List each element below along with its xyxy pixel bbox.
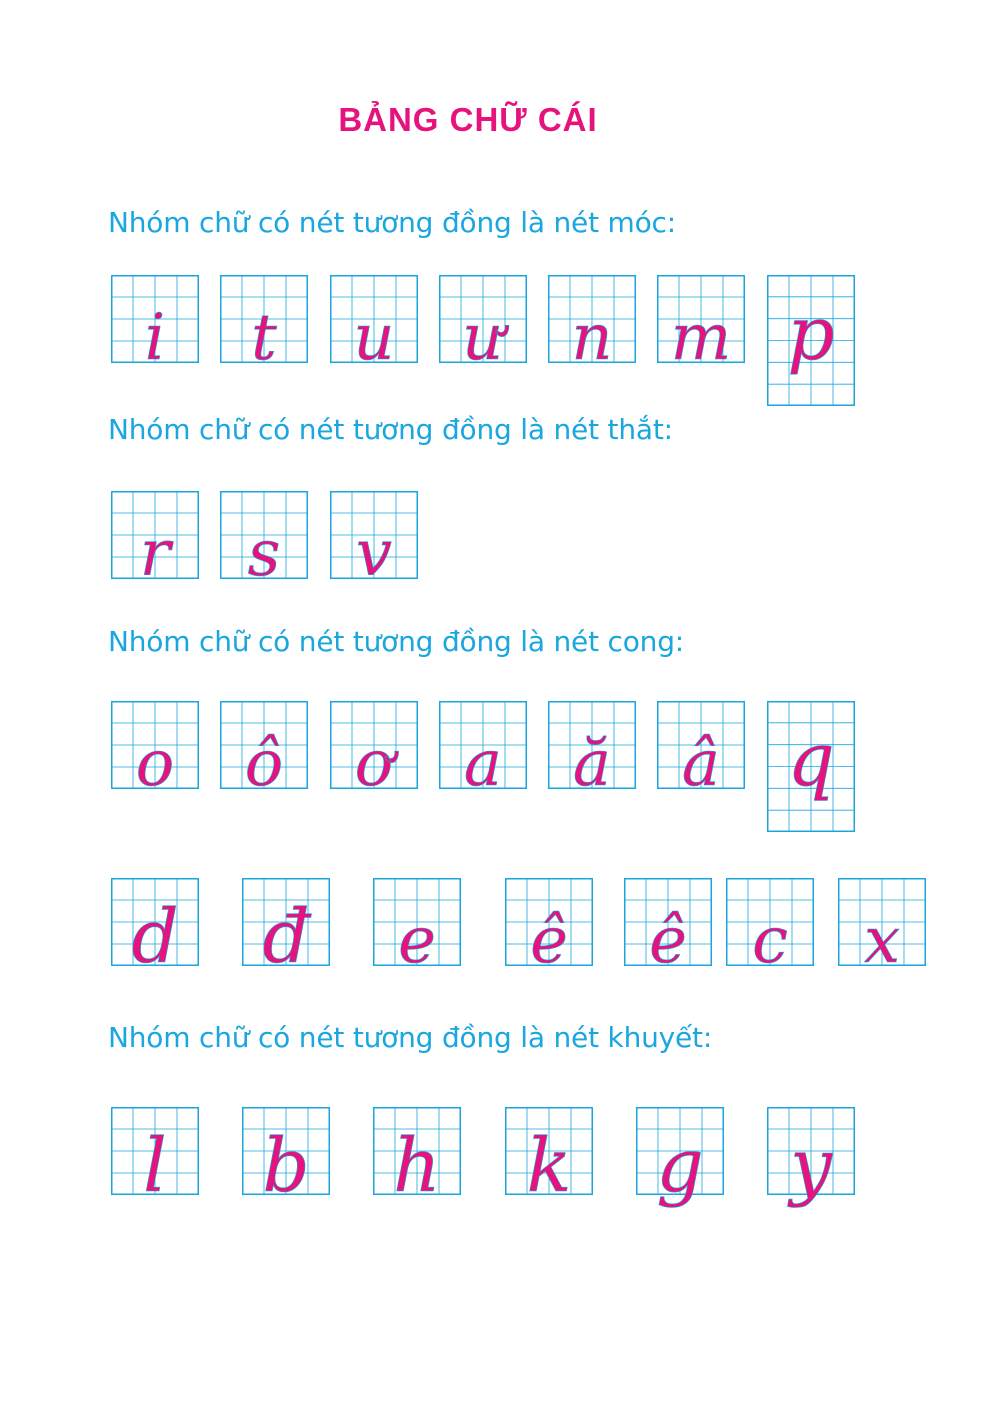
- letter-box-e: [373, 878, 461, 978]
- practice-grid: [111, 275, 199, 375]
- letter-glyph: g: [656, 1123, 704, 1209]
- practice-grid: [439, 275, 527, 375]
- letter-glyph: p: [787, 291, 835, 377]
- letter-glyph: x: [863, 904, 901, 978]
- practice-grid: [373, 1107, 461, 1209]
- practice-grid: [505, 878, 593, 978]
- practice-grid: [548, 275, 636, 375]
- practice-grid: [624, 878, 712, 978]
- letter-box-h: [373, 1107, 461, 1209]
- letter-box-c: [726, 878, 814, 978]
- letter-box-m: [657, 275, 745, 375]
- practice-grid: [111, 491, 199, 591]
- letter-glyph: d: [131, 894, 179, 980]
- practice-grid: [242, 1107, 330, 1209]
- practice-grid: [373, 878, 461, 978]
- letter-glyph: k: [526, 1123, 572, 1209]
- letter-glyph: y: [790, 1123, 832, 1209]
- page-title: BẢNG CHỮ CÁI: [338, 101, 598, 138]
- letter-box-b: [242, 1107, 330, 1209]
- group-heading-curve: Nhóm chữ có nét tương đồng là nét cong:: [108, 625, 685, 658]
- practice-grid: [330, 491, 418, 591]
- letter-glyph: ư: [462, 301, 504, 375]
- letter-box-u-horn: [439, 275, 527, 375]
- letter-box-l: [111, 1107, 199, 1209]
- letter-box-p: [767, 275, 855, 406]
- letter-glyph: o: [135, 727, 175, 801]
- practice-grid: [726, 878, 814, 978]
- letter-glyph: ê: [530, 904, 568, 978]
- letter-glyph: b: [262, 1123, 310, 1209]
- letter-glyph: ơ: [354, 727, 394, 801]
- letter-box-v: [330, 491, 418, 591]
- practice-grid: [242, 878, 330, 980]
- letter-box-t: [220, 275, 308, 375]
- letter-glyph: r: [139, 517, 171, 591]
- practice-grid: [767, 1107, 855, 1209]
- practice-grid: [330, 275, 418, 375]
- letter-glyph: h: [393, 1123, 441, 1209]
- practice-grid: [838, 878, 926, 978]
- letter-glyph: a: [463, 727, 503, 801]
- practice-grid: [767, 275, 855, 406]
- letter-glyph: u: [353, 301, 395, 375]
- letter-box-o-horn: [330, 701, 418, 801]
- letter-box-i: [111, 275, 199, 375]
- letter-glyph: v: [355, 517, 393, 591]
- letter-box-s: [220, 491, 308, 591]
- letter-box-o-circumflex: [220, 701, 308, 801]
- letter-box-y: [767, 1107, 855, 1209]
- letter-glyph: ă: [572, 727, 612, 801]
- practice-grid: [657, 701, 745, 801]
- letter-box-k: [505, 1107, 593, 1209]
- letter-box-x: [838, 878, 926, 978]
- practice-grid: [220, 491, 308, 591]
- letter-box-u: [330, 275, 418, 375]
- letter-box-g: [636, 1107, 724, 1209]
- practice-grid: [330, 701, 418, 801]
- practice-grid: [111, 878, 199, 980]
- letter-box-o: [111, 701, 199, 801]
- letter-glyph: m: [670, 301, 732, 375]
- practice-grid: [505, 1107, 593, 1209]
- letter-box-n: [548, 275, 636, 375]
- practice-grid: [548, 701, 636, 801]
- letter-glyph: s: [247, 517, 281, 591]
- letter-glyph: t: [251, 301, 277, 375]
- letter-box-r: [111, 491, 199, 591]
- practice-grid: [657, 275, 745, 375]
- practice-grid: [767, 701, 855, 832]
- letter-glyph: â: [681, 727, 721, 801]
- practice-grid: [111, 1107, 199, 1209]
- letter-box-a-circumflex: [657, 701, 745, 801]
- letter-glyph: q: [787, 717, 835, 803]
- practice-grid: [220, 701, 308, 801]
- practice-grid: [111, 701, 199, 801]
- letter-box-d-stroke: [242, 878, 330, 980]
- letter-box-e-circumflex: [505, 878, 593, 978]
- practice-grid: [220, 275, 308, 375]
- letter-box-a-breve: [548, 701, 636, 801]
- letter-box-a: [439, 701, 527, 801]
- letter-glyph: l: [143, 1123, 167, 1209]
- letter-box-e-circumflex-alt: [624, 878, 712, 978]
- letter-glyph: c: [752, 904, 788, 978]
- group-heading-loop: Nhóm chữ có nét tương đồng là nét thắt:: [108, 413, 673, 446]
- practice-grid: [439, 701, 527, 801]
- letter-box-q: [767, 701, 855, 832]
- letter-glyph: ê: [649, 904, 687, 978]
- group-heading-looped-stem: Nhóm chữ có nét tương đồng là nét khuyết:: [108, 1021, 713, 1054]
- practice-grid: [636, 1107, 724, 1209]
- letter-glyph: e: [398, 904, 436, 978]
- letter-glyph: đ: [262, 894, 310, 980]
- letter-box-d: [111, 878, 199, 980]
- group-heading-hook: Nhóm chữ có nét tương đồng là nét móc:: [108, 206, 676, 239]
- letter-glyph: i: [144, 301, 166, 375]
- letter-glyph: ô: [244, 727, 284, 801]
- letter-glyph: n: [571, 301, 613, 375]
